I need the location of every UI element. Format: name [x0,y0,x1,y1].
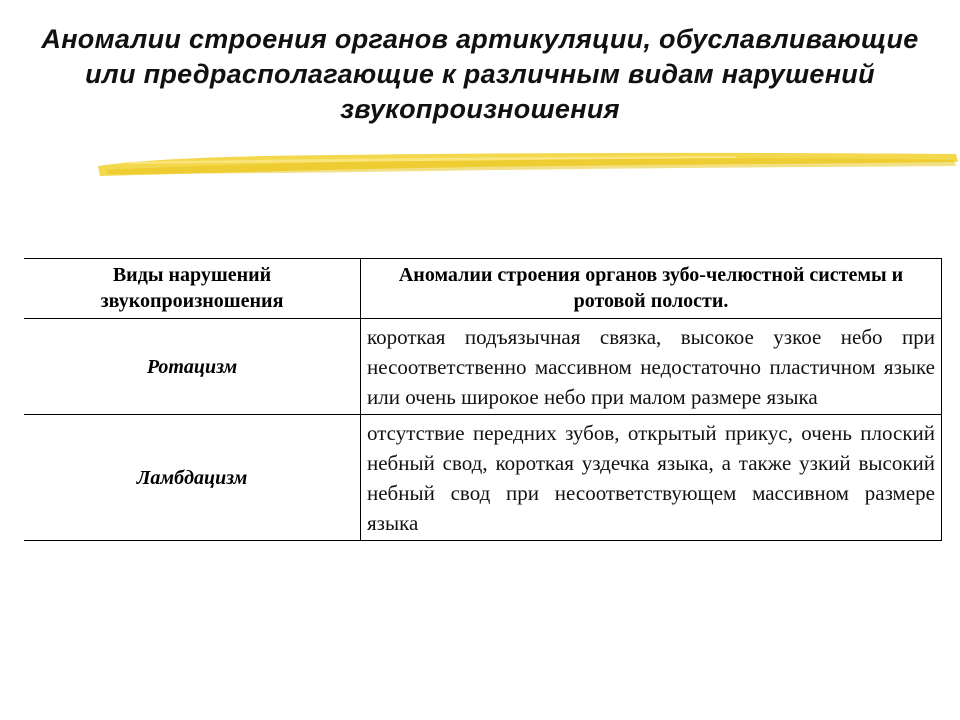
column-header-anomalies: Аномалии строения органов зубо-челюстной системы и ротовой полости. [361,259,942,319]
table-row [24,319,942,415]
title-block [0,22,960,182]
page-title: Аномалии строения органов артикуляции, обуславливающие или предрасполагающие к различным видам нарушений звукопроизношения [41,24,919,124]
table-row [24,415,942,541]
disorder-type-cell: Ротацизм [24,319,361,415]
anomalies-table [24,258,942,541]
anomalies-table-wrap [24,258,942,541]
highlighter-stroke [96,140,960,184]
anomalies-cell: короткая подъязычная связка, высокое узкое небо при несоответственно массивном недостаточно пластичном языке или очень широкое небо при малом размере языка [361,319,942,415]
disorder-type-cell: Ламбдацизм [24,415,361,541]
table-header-row [24,259,942,319]
anomalies-cell: отсутствие передних зубов, открытый прикус, очень плоский небный свод, короткая уздечка языка, а также узкий высокий небный свод при несоответствующем массивном размере языка [361,415,942,541]
column-header-disorder-type: Виды нарушений звукопроизношения [24,259,361,319]
